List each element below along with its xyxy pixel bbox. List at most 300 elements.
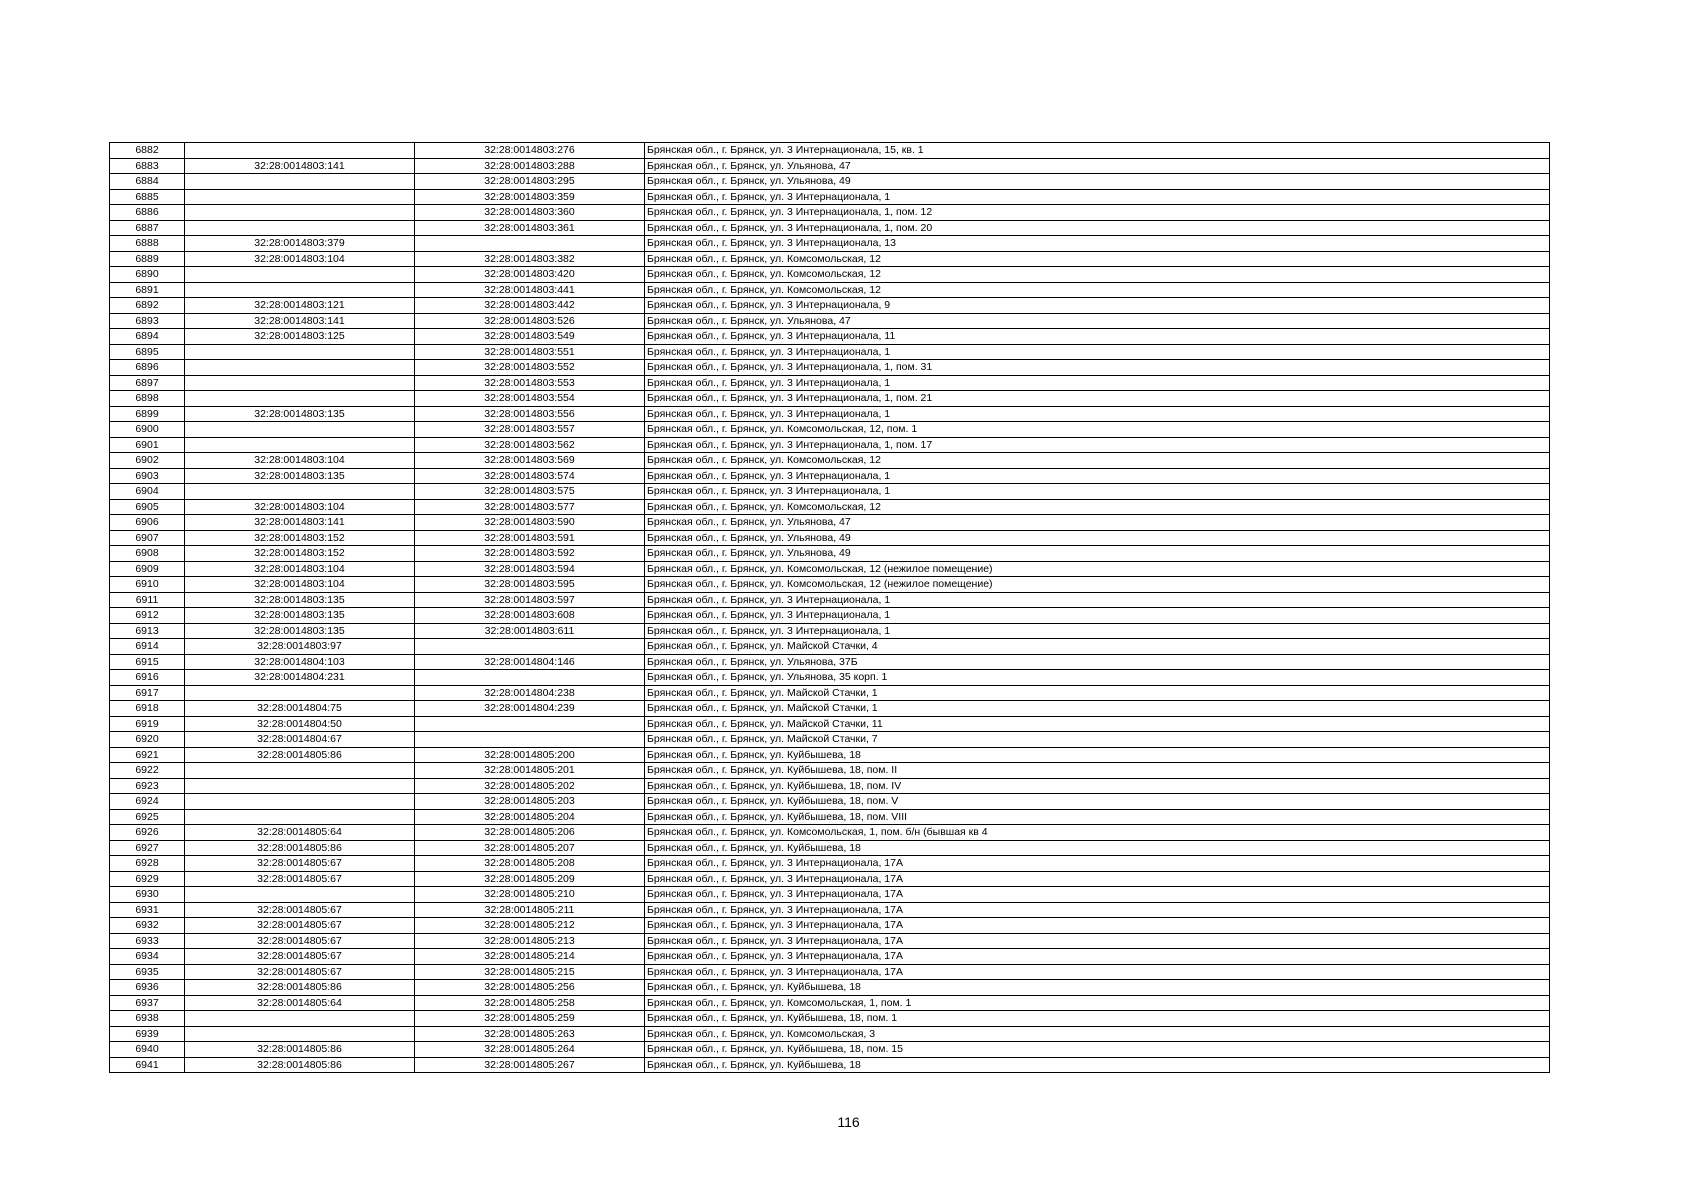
address-cell: Брянская обл., г. Брянск, ул. 3 Интернационала, 1 bbox=[645, 406, 1550, 422]
row-number-cell: 6883 bbox=[110, 158, 185, 174]
row-number-cell: 6901 bbox=[110, 437, 185, 453]
parent-cadastral-number-cell: 32:28:0014805:67 bbox=[185, 949, 415, 965]
row-number-cell: 6895 bbox=[110, 344, 185, 360]
parent-cadastral-number-cell: 32:28:0014803:135 bbox=[185, 468, 415, 484]
table-row bbox=[110, 220, 1550, 236]
address-cell: Брянская обл., г. Брянск, ул. 3 Интернационала, 1 bbox=[645, 189, 1550, 205]
address-cell: Брянская обл., г. Брянск, ул. 3 Интернационала, 1 bbox=[645, 592, 1550, 608]
address-cell: Брянская обл., г. Брянск, ул. 3 Интернационала, 17А bbox=[645, 949, 1550, 965]
cadastral-number-cell: 32:28:0014805:202 bbox=[415, 778, 645, 794]
table-row bbox=[110, 251, 1550, 267]
table-row bbox=[110, 391, 1550, 407]
row-number-cell: 6918 bbox=[110, 701, 185, 717]
parent-cadastral-number-cell bbox=[185, 267, 415, 283]
row-number-cell: 6924 bbox=[110, 794, 185, 810]
cadastral-number-cell: 32:28:0014805:213 bbox=[415, 933, 645, 949]
parent-cadastral-number-cell bbox=[185, 484, 415, 500]
cadastral-number-cell: 32:28:0014805:212 bbox=[415, 918, 645, 934]
row-number-cell: 6886 bbox=[110, 205, 185, 221]
row-number-cell: 6933 bbox=[110, 933, 185, 949]
row-number-cell: 6912 bbox=[110, 608, 185, 624]
address-cell: Брянская обл., г. Брянск, ул. 3 Интернационала, 15, кв. 1 bbox=[645, 143, 1550, 159]
address-cell: Брянская обл., г. Брянск, ул. 3 Интернационала, 1 bbox=[645, 623, 1550, 639]
cadastral-number-cell: 32:28:0014803:611 bbox=[415, 623, 645, 639]
cadastral-number-cell: 32:28:0014805:210 bbox=[415, 887, 645, 903]
row-number-cell: 6900 bbox=[110, 422, 185, 438]
parent-cadastral-number-cell: 32:28:0014803:135 bbox=[185, 406, 415, 422]
row-number-cell: 6913 bbox=[110, 623, 185, 639]
parent-cadastral-number-cell: 32:28:0014803:135 bbox=[185, 608, 415, 624]
row-number-cell: 6916 bbox=[110, 670, 185, 686]
address-cell: Брянская обл., г. Брянск, ул. Майской Стачки, 7 bbox=[645, 732, 1550, 748]
cadastral-number-cell: 32:28:0014803:441 bbox=[415, 282, 645, 298]
row-number-cell: 6898 bbox=[110, 391, 185, 407]
cadastral-number-cell: 32:28:0014803:608 bbox=[415, 608, 645, 624]
parent-cadastral-number-cell: 32:28:0014805:64 bbox=[185, 825, 415, 841]
parent-cadastral-number-cell: 32:28:0014805:67 bbox=[185, 871, 415, 887]
table-row bbox=[110, 360, 1550, 376]
row-number-cell: 6891 bbox=[110, 282, 185, 298]
table-row bbox=[110, 406, 1550, 422]
parent-cadastral-number-cell: 32:28:0014803:104 bbox=[185, 251, 415, 267]
table-row bbox=[110, 964, 1550, 980]
address-cell: Брянская обл., г. Брянск, ул. Куйбышева, 18 bbox=[645, 980, 1550, 996]
table-row bbox=[110, 530, 1550, 546]
row-number-cell: 6882 bbox=[110, 143, 185, 159]
table-row bbox=[110, 546, 1550, 562]
row-number-cell: 6884 bbox=[110, 174, 185, 190]
address-cell: Брянская обл., г. Брянск, ул. 3 Интернационала, 9 bbox=[645, 298, 1550, 314]
address-cell: Брянская обл., г. Брянск, ул. Ульянова, 47 bbox=[645, 515, 1550, 531]
address-cell: Брянская обл., г. Брянск, ул. Комсомольская, 3 bbox=[645, 1026, 1550, 1042]
address-cell: Брянская обл., г. Брянск, ул. Куйбышева, 18, пом. 15 bbox=[645, 1042, 1550, 1058]
parent-cadastral-number-cell bbox=[185, 887, 415, 903]
row-number-cell: 6887 bbox=[110, 220, 185, 236]
cadastral-number-cell: 32:28:0014805:204 bbox=[415, 809, 645, 825]
parent-cadastral-number-cell: 32:28:0014803:141 bbox=[185, 313, 415, 329]
address-cell: Брянская обл., г. Брянск, ул. 3 Интернационала, 1 bbox=[645, 484, 1550, 500]
table-row bbox=[110, 685, 1550, 701]
row-number-cell: 6919 bbox=[110, 716, 185, 732]
cadastral-number-cell: 32:28:0014803:597 bbox=[415, 592, 645, 608]
table-row bbox=[110, 313, 1550, 329]
address-cell: Брянская обл., г. Брянск, ул. Ульянова, 47 bbox=[645, 313, 1550, 329]
cadastral-number-cell: 32:28:0014805:211 bbox=[415, 902, 645, 918]
parent-cadastral-number-cell bbox=[185, 375, 415, 391]
address-cell: Брянская обл., г. Брянск, ул. 3 Интернационала, 1 bbox=[645, 468, 1550, 484]
cadastral-number-cell: 32:28:0014805:203 bbox=[415, 794, 645, 810]
parent-cadastral-number-cell: 32:28:0014803:97 bbox=[185, 639, 415, 655]
address-cell: Брянская обл., г. Брянск, ул. Ульянова, 49 bbox=[645, 530, 1550, 546]
table-row bbox=[110, 732, 1550, 748]
cadastral-number-cell: 32:28:0014803:595 bbox=[415, 577, 645, 593]
table-row bbox=[110, 670, 1550, 686]
table-row bbox=[110, 623, 1550, 639]
table-row bbox=[110, 840, 1550, 856]
parent-cadastral-number-cell bbox=[185, 437, 415, 453]
parent-cadastral-number-cell: 32:28:0014803:141 bbox=[185, 515, 415, 531]
parent-cadastral-number-cell bbox=[185, 1011, 415, 1027]
row-number-cell: 6885 bbox=[110, 189, 185, 205]
table-row bbox=[110, 174, 1550, 190]
cadastral-number-cell: 32:28:0014803:574 bbox=[415, 468, 645, 484]
row-number-cell: 6888 bbox=[110, 236, 185, 252]
cadastral-number-cell bbox=[415, 716, 645, 732]
parent-cadastral-number-cell: 32:28:0014803:125 bbox=[185, 329, 415, 345]
address-cell: Брянская обл., г. Брянск, ул. 3 Интернационала, 1, пом. 17 bbox=[645, 437, 1550, 453]
address-cell: Брянская обл., г. Брянск, ул. Куйбышева, 18 bbox=[645, 840, 1550, 856]
cadastral-number-cell: 32:28:0014805:208 bbox=[415, 856, 645, 872]
address-cell: Брянская обл., г. Брянск, ул. 3 Интернационала, 13 bbox=[645, 236, 1550, 252]
cadastral-number-cell: 32:28:0014805:200 bbox=[415, 747, 645, 763]
cadastral-number-cell: 32:28:0014803:526 bbox=[415, 313, 645, 329]
parent-cadastral-number-cell: 32:28:0014803:104 bbox=[185, 577, 415, 593]
table-row bbox=[110, 763, 1550, 779]
table-row bbox=[110, 499, 1550, 515]
cadastral-number-cell: 32:28:0014805:258 bbox=[415, 995, 645, 1011]
table-row bbox=[110, 871, 1550, 887]
cadastral-number-cell: 32:28:0014805:201 bbox=[415, 763, 645, 779]
address-cell: Брянская обл., г. Брянск, ул. 3 Интернационала, 17А bbox=[645, 856, 1550, 872]
cadastral-number-cell: 32:28:0014803:594 bbox=[415, 561, 645, 577]
address-cell: Брянская обл., г. Брянск, ул. Комсомольская, 12 bbox=[645, 282, 1550, 298]
cadastral-number-cell: 32:28:0014803:382 bbox=[415, 251, 645, 267]
cadastral-number-cell: 32:28:0014805:214 bbox=[415, 949, 645, 965]
parent-cadastral-number-cell: 32:28:0014803:121 bbox=[185, 298, 415, 314]
row-number-cell: 6910 bbox=[110, 577, 185, 593]
row-number-cell: 6941 bbox=[110, 1057, 185, 1073]
address-cell: Брянская обл., г. Брянск, ул. 3 Интернационала, 1 bbox=[645, 344, 1550, 360]
cadastral-number-cell: 32:28:0014803:590 bbox=[415, 515, 645, 531]
table-row bbox=[110, 437, 1550, 453]
parent-cadastral-number-cell: 32:28:0014803:104 bbox=[185, 561, 415, 577]
parent-cadastral-number-cell: 32:28:0014805:86 bbox=[185, 980, 415, 996]
cadastral-number-cell bbox=[415, 732, 645, 748]
row-number-cell: 6917 bbox=[110, 685, 185, 701]
row-number-cell: 6920 bbox=[110, 732, 185, 748]
cadastral-number-cell: 32:28:0014805:206 bbox=[415, 825, 645, 841]
address-cell: Брянская обл., г. Брянск, ул. Куйбышева, 18, пом. VIII bbox=[645, 809, 1550, 825]
cadastral-number-cell: 32:28:0014803:556 bbox=[415, 406, 645, 422]
row-number-cell: 6908 bbox=[110, 546, 185, 562]
row-number-cell: 6893 bbox=[110, 313, 185, 329]
parent-cadastral-number-cell bbox=[185, 778, 415, 794]
row-number-cell: 6904 bbox=[110, 484, 185, 500]
cadastral-number-cell: 32:28:0014803:551 bbox=[415, 344, 645, 360]
table-row bbox=[110, 282, 1550, 298]
parent-cadastral-number-cell bbox=[185, 763, 415, 779]
parent-cadastral-number-cell bbox=[185, 1026, 415, 1042]
row-number-cell: 6936 bbox=[110, 980, 185, 996]
cadastral-number-cell: 32:28:0014805:259 bbox=[415, 1011, 645, 1027]
address-cell: Брянская обл., г. Брянск, ул. Комсомольская, 1, пом. 1 bbox=[645, 995, 1550, 1011]
address-cell: Брянская обл., г. Брянск, ул. 3 Интернационала, 17А bbox=[645, 902, 1550, 918]
row-number-cell: 6938 bbox=[110, 1011, 185, 1027]
address-cell: Брянская обл., г. Брянск, ул. Ульянова, 49 bbox=[645, 546, 1550, 562]
address-cell: Брянская обл., г. Брянск, ул. Комсомольская, 12 bbox=[645, 453, 1550, 469]
cadastral-number-cell: 32:28:0014803:557 bbox=[415, 422, 645, 438]
parent-cadastral-number-cell: 32:28:0014803:379 bbox=[185, 236, 415, 252]
parent-cadastral-number-cell bbox=[185, 360, 415, 376]
row-number-cell: 6911 bbox=[110, 592, 185, 608]
table-row bbox=[110, 515, 1550, 531]
address-cell: Брянская обл., г. Брянск, ул. 3 Интернационала, 1 bbox=[645, 375, 1550, 391]
cadastral-number-cell: 32:28:0014803:591 bbox=[415, 530, 645, 546]
address-cell: Брянская обл., г. Брянск, ул. 3 Интернационала, 17А bbox=[645, 933, 1550, 949]
parent-cadastral-number-cell: 32:28:0014804:50 bbox=[185, 716, 415, 732]
parent-cadastral-number-cell: 32:28:0014804:75 bbox=[185, 701, 415, 717]
row-number-cell: 6890 bbox=[110, 267, 185, 283]
table-row bbox=[110, 236, 1550, 252]
row-number-cell: 6927 bbox=[110, 840, 185, 856]
row-number-cell: 6905 bbox=[110, 499, 185, 515]
cadastral-number-cell: 32:28:0014803:359 bbox=[415, 189, 645, 205]
parent-cadastral-number-cell: 32:28:0014805:86 bbox=[185, 1057, 415, 1073]
address-cell: Брянская обл., г. Брянск, ул. Комсомольская, 12 bbox=[645, 267, 1550, 283]
row-number-cell: 6889 bbox=[110, 251, 185, 267]
table-row bbox=[110, 918, 1550, 934]
cadastral-number-cell bbox=[415, 236, 645, 252]
cadastral-number-cell: 32:28:0014803:288 bbox=[415, 158, 645, 174]
table-row bbox=[110, 825, 1550, 841]
row-number-cell: 6892 bbox=[110, 298, 185, 314]
cadastral-number-cell: 32:28:0014803:575 bbox=[415, 484, 645, 500]
cadastral-number-cell: 32:28:0014803:276 bbox=[415, 143, 645, 159]
parent-cadastral-number-cell: 32:28:0014805:67 bbox=[185, 964, 415, 980]
table-row bbox=[110, 933, 1550, 949]
cadastral-number-cell: 32:28:0014803:552 bbox=[415, 360, 645, 376]
table-row bbox=[110, 468, 1550, 484]
table-row bbox=[110, 561, 1550, 577]
address-cell: Брянская обл., г. Брянск, ул. Ульянова, 49 bbox=[645, 174, 1550, 190]
row-number-cell: 6902 bbox=[110, 453, 185, 469]
cadastral-number-cell: 32:28:0014803:360 bbox=[415, 205, 645, 221]
cadastral-number-cell: 32:28:0014805:209 bbox=[415, 871, 645, 887]
row-number-cell: 6931 bbox=[110, 902, 185, 918]
parent-cadastral-number-cell: 32:28:0014803:135 bbox=[185, 623, 415, 639]
cadastral-number-cell: 32:28:0014805:207 bbox=[415, 840, 645, 856]
table-row bbox=[110, 716, 1550, 732]
row-number-cell: 6930 bbox=[110, 887, 185, 903]
cadastral-number-cell: 32:28:0014805:267 bbox=[415, 1057, 645, 1073]
row-number-cell: 6937 bbox=[110, 995, 185, 1011]
address-cell: Брянская обл., г. Брянск, ул. 3 Интернационала, 17А bbox=[645, 887, 1550, 903]
table-row bbox=[110, 778, 1550, 794]
parent-cadastral-number-cell bbox=[185, 174, 415, 190]
cadastral-table bbox=[109, 142, 1550, 1073]
table-row bbox=[110, 794, 1550, 810]
cadastral-number-cell: 32:28:0014803:592 bbox=[415, 546, 645, 562]
table-row bbox=[110, 1042, 1550, 1058]
table-row bbox=[110, 158, 1550, 174]
row-number-cell: 6899 bbox=[110, 406, 185, 422]
cadastral-number-cell: 32:28:0014805:263 bbox=[415, 1026, 645, 1042]
table-row bbox=[110, 639, 1550, 655]
parent-cadastral-number-cell: 32:28:0014805:67 bbox=[185, 902, 415, 918]
row-number-cell: 6925 bbox=[110, 809, 185, 825]
row-number-cell: 6903 bbox=[110, 468, 185, 484]
parent-cadastral-number-cell: 32:28:0014805:64 bbox=[185, 995, 415, 1011]
row-number-cell: 6935 bbox=[110, 964, 185, 980]
address-cell: Брянская обл., г. Брянск, ул. Комсомольская, 1, пом. б/н (бывшая кв 4 bbox=[645, 825, 1550, 841]
row-number-cell: 6929 bbox=[110, 871, 185, 887]
table-row bbox=[110, 995, 1550, 1011]
parent-cadastral-number-cell bbox=[185, 391, 415, 407]
table-row bbox=[110, 902, 1550, 918]
address-cell: Брянская обл., г. Брянск, ул. 3 Интернационала, 17А bbox=[645, 964, 1550, 980]
row-number-cell: 6914 bbox=[110, 639, 185, 655]
cadastral-number-cell: 32:28:0014803:554 bbox=[415, 391, 645, 407]
address-cell: Брянская обл., г. Брянск, ул. 3 Интернационала, 1, пом. 12 bbox=[645, 205, 1550, 221]
parent-cadastral-number-cell bbox=[185, 205, 415, 221]
parent-cadastral-number-cell: 32:28:0014803:104 bbox=[185, 499, 415, 515]
address-cell: Брянская обл., г. Брянск, ул. Майской Стачки, 4 bbox=[645, 639, 1550, 655]
parent-cadastral-number-cell bbox=[185, 809, 415, 825]
cadastral-number-cell: 32:28:0014805:215 bbox=[415, 964, 645, 980]
row-number-cell: 6940 bbox=[110, 1042, 185, 1058]
row-number-cell: 6897 bbox=[110, 375, 185, 391]
table-row bbox=[110, 1057, 1550, 1073]
address-cell: Брянская обл., г. Брянск, ул. Майской Стачки, 1 bbox=[645, 685, 1550, 701]
address-cell: Брянская обл., г. Брянск, ул. Куйбышева, 18, пом. II bbox=[645, 763, 1550, 779]
table-row bbox=[110, 701, 1550, 717]
row-number-cell: 6928 bbox=[110, 856, 185, 872]
table-row bbox=[110, 856, 1550, 872]
cadastral-number-cell: 32:28:0014803:442 bbox=[415, 298, 645, 314]
row-number-cell: 6896 bbox=[110, 360, 185, 376]
address-cell: Брянская обл., г. Брянск, ул. 3 Интернационала, 1 bbox=[645, 608, 1550, 624]
parent-cadastral-number-cell: 32:28:0014803:104 bbox=[185, 453, 415, 469]
row-number-cell: 6932 bbox=[110, 918, 185, 934]
table-row bbox=[110, 592, 1550, 608]
row-number-cell: 6909 bbox=[110, 561, 185, 577]
address-cell: Брянская обл., г. Брянск, ул. Комсомольская, 12, пом. 1 bbox=[645, 422, 1550, 438]
address-cell: Брянская обл., г. Брянск, ул. Майской Стачки, 11 bbox=[645, 716, 1550, 732]
address-cell: Брянская обл., г. Брянск, ул. Майской Стачки, 1 bbox=[645, 701, 1550, 717]
cadastral-number-cell: 32:28:0014803:295 bbox=[415, 174, 645, 190]
address-cell: Брянская обл., г. Брянск, ул. 3 Интернационала, 1, пом. 21 bbox=[645, 391, 1550, 407]
table-row bbox=[110, 267, 1550, 283]
cadastral-number-cell: 32:28:0014803:577 bbox=[415, 499, 645, 515]
table-row bbox=[110, 887, 1550, 903]
row-number-cell: 6894 bbox=[110, 329, 185, 345]
table-row bbox=[110, 980, 1550, 996]
page-number: 116 bbox=[837, 1114, 860, 1130]
parent-cadastral-number-cell bbox=[185, 794, 415, 810]
parent-cadastral-number-cell bbox=[185, 685, 415, 701]
address-cell: Брянская обл., г. Брянск, ул. Ульянова, 47 bbox=[645, 158, 1550, 174]
table-row bbox=[110, 344, 1550, 360]
table-row bbox=[110, 453, 1550, 469]
cadastral-number-cell: 32:28:0014803:562 bbox=[415, 437, 645, 453]
table-row bbox=[110, 484, 1550, 500]
address-cell: Брянская обл., г. Брянск, ул. Куйбышева, 18 bbox=[645, 1057, 1550, 1073]
table-row bbox=[110, 809, 1550, 825]
parent-cadastral-number-cell: 32:28:0014803:152 bbox=[185, 530, 415, 546]
address-cell: Брянская обл., г. Брянск, ул. Куйбышева, 18, пом. 1 bbox=[645, 1011, 1550, 1027]
cadastral-number-cell: 32:28:0014803:553 bbox=[415, 375, 645, 391]
table-row bbox=[110, 654, 1550, 670]
row-number-cell: 6907 bbox=[110, 530, 185, 546]
cadastral-number-cell: 32:28:0014803:569 bbox=[415, 453, 645, 469]
row-number-cell: 6906 bbox=[110, 515, 185, 531]
row-number-cell: 6921 bbox=[110, 747, 185, 763]
row-number-cell: 6934 bbox=[110, 949, 185, 965]
cadastral-number-cell: 32:28:0014803:420 bbox=[415, 267, 645, 283]
parent-cadastral-number-cell: 32:28:0014805:86 bbox=[185, 840, 415, 856]
cadastral-number-cell: 32:28:0014804:238 bbox=[415, 685, 645, 701]
address-cell: Брянская обл., г. Брянск, ул. Комсомольская, 12 bbox=[645, 251, 1550, 267]
address-cell: Брянская обл., г. Брянск, ул. Куйбышева, 18 bbox=[645, 747, 1550, 763]
cadastral-table-body bbox=[110, 143, 1550, 1073]
parent-cadastral-number-cell: 32:28:0014804:231 bbox=[185, 670, 415, 686]
parent-cadastral-number-cell: 32:28:0014805:67 bbox=[185, 856, 415, 872]
table-row bbox=[110, 189, 1550, 205]
address-cell: Брянская обл., г. Брянск, ул. 3 Интернационала, 17А bbox=[645, 918, 1550, 934]
parent-cadastral-number-cell: 32:28:0014803:141 bbox=[185, 158, 415, 174]
parent-cadastral-number-cell bbox=[185, 189, 415, 205]
address-cell: Брянская обл., г. Брянск, ул. Комсомольская, 12 bbox=[645, 499, 1550, 515]
address-cell: Брянская обл., г. Брянск, ул. Куйбышева, 18, пом. IV bbox=[645, 778, 1550, 794]
cadastral-number-cell: 32:28:0014803:549 bbox=[415, 329, 645, 345]
address-cell: Брянская обл., г. Брянск, ул. Ульянова, 35 корп. 1 bbox=[645, 670, 1550, 686]
address-cell: Брянская обл., г. Брянск, ул. Комсомольская, 12 (нежилое помещение) bbox=[645, 561, 1550, 577]
parent-cadastral-number-cell: 32:28:0014803:135 bbox=[185, 592, 415, 608]
parent-cadastral-number-cell: 32:28:0014805:86 bbox=[185, 747, 415, 763]
parent-cadastral-number-cell: 32:28:0014805:86 bbox=[185, 1042, 415, 1058]
row-number-cell: 6923 bbox=[110, 778, 185, 794]
table-row bbox=[110, 329, 1550, 345]
table-row bbox=[110, 747, 1550, 763]
cadastral-number-cell: 32:28:0014804:146 bbox=[415, 654, 645, 670]
table-row bbox=[110, 608, 1550, 624]
table-row bbox=[110, 1026, 1550, 1042]
address-cell: Брянская обл., г. Брянск, ул. Ульянова, 37Б bbox=[645, 654, 1550, 670]
address-cell: Брянская обл., г. Брянск, ул. 3 Интернационала, 1, пом. 31 bbox=[645, 360, 1550, 376]
table-row bbox=[110, 1011, 1550, 1027]
cadastral-number-cell: 32:28:0014804:239 bbox=[415, 701, 645, 717]
table-row bbox=[110, 577, 1550, 593]
parent-cadastral-number-cell: 32:28:0014803:152 bbox=[185, 546, 415, 562]
table-row bbox=[110, 422, 1550, 438]
row-number-cell: 6915 bbox=[110, 654, 185, 670]
table-row bbox=[110, 143, 1550, 159]
address-cell: Брянская обл., г. Брянск, ул. Куйбышева, 18, пом. V bbox=[645, 794, 1550, 810]
table-row bbox=[110, 205, 1550, 221]
row-number-cell: 6922 bbox=[110, 763, 185, 779]
row-number-cell: 6939 bbox=[110, 1026, 185, 1042]
parent-cadastral-number-cell bbox=[185, 422, 415, 438]
cadastral-number-cell bbox=[415, 639, 645, 655]
row-number-cell: 6926 bbox=[110, 825, 185, 841]
table-row bbox=[110, 375, 1550, 391]
parent-cadastral-number-cell: 32:28:0014804:67 bbox=[185, 732, 415, 748]
address-cell: Брянская обл., г. Брянск, ул. 3 Интернационала, 17А bbox=[645, 871, 1550, 887]
address-cell: Брянская обл., г. Брянск, ул. 3 Интернационала, 1, пом. 20 bbox=[645, 220, 1550, 236]
table-row bbox=[110, 949, 1550, 965]
cadastral-number-cell bbox=[415, 670, 645, 686]
parent-cadastral-number-cell bbox=[185, 143, 415, 159]
parent-cadastral-number-cell bbox=[185, 220, 415, 236]
parent-cadastral-number-cell: 32:28:0014805:67 bbox=[185, 918, 415, 934]
table-row bbox=[110, 298, 1550, 314]
address-cell: Брянская обл., г. Брянск, ул. Комсомольская, 12 (нежилое помещение) bbox=[645, 577, 1550, 593]
address-cell: Брянская обл., г. Брянск, ул. 3 Интернационала, 11 bbox=[645, 329, 1550, 345]
cadastral-number-cell: 32:28:0014805:264 bbox=[415, 1042, 645, 1058]
parent-cadastral-number-cell: 32:28:0014805:67 bbox=[185, 933, 415, 949]
parent-cadastral-number-cell bbox=[185, 282, 415, 298]
cadastral-number-cell: 32:28:0014803:361 bbox=[415, 220, 645, 236]
